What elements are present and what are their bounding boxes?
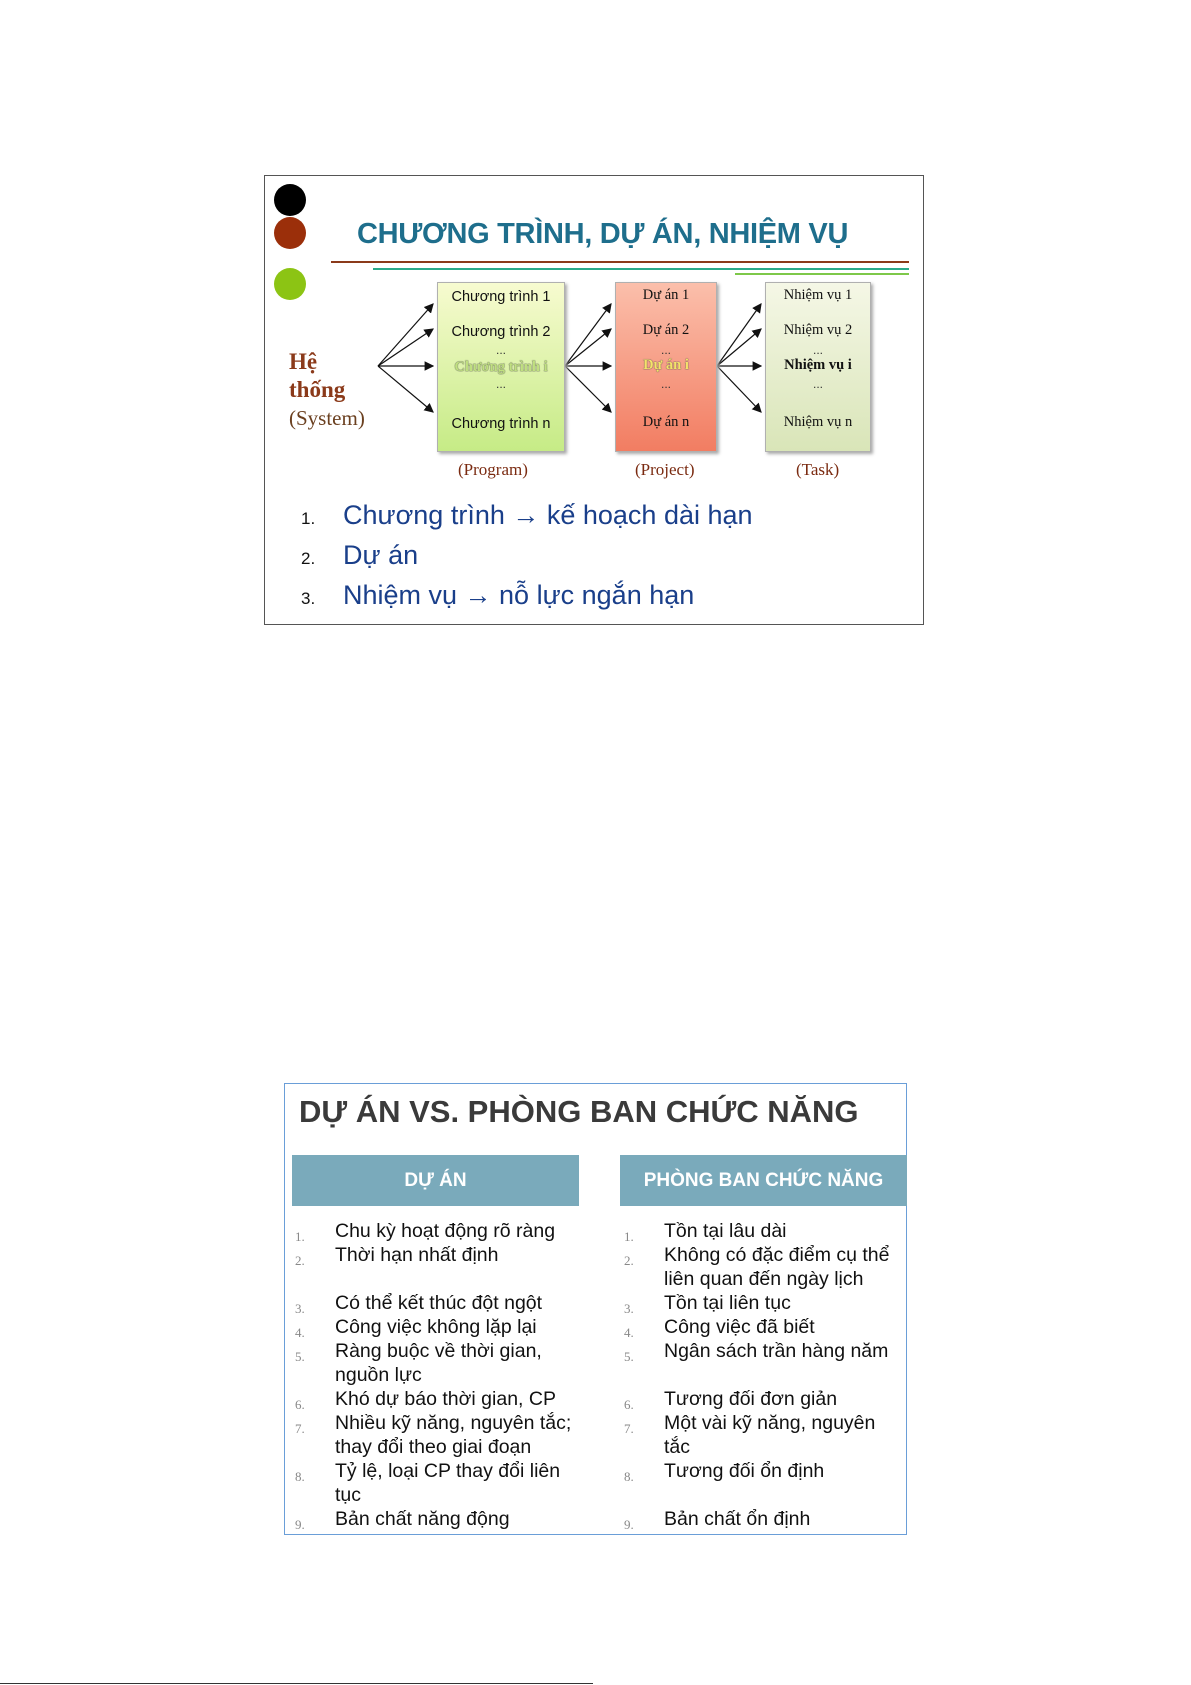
program-ellipsis-1: ... <box>495 343 506 357</box>
slide-title: DỰ ÁN VS. PHÒNG BAN CHỨC NĂNG <box>299 1094 859 1129</box>
left-item-number: 6. <box>295 1397 305 1412</box>
left-item-text: Bản chất năng động <box>335 1508 510 1530</box>
left-item-text: Công việc không lặp lại <box>335 1316 537 1338</box>
project-column-box <box>615 282 717 452</box>
left-item-text: Khó dự báo thời gian, CP <box>335 1388 556 1410</box>
task-ellipsis-2: ... <box>812 377 823 391</box>
project-item-2: Dự án 2 <box>642 322 690 338</box>
task-caption: (Task) <box>796 460 840 479</box>
program-item-i: Chương trình i <box>454 359 548 375</box>
task-item-n: Nhiệm vụ n <box>783 414 853 430</box>
task-item-i: Nhiệm vụ i <box>784 357 852 373</box>
left-item-text: Thời hạn nhất định <box>335 1244 499 1266</box>
right-item-text: Tương đối ổn định <box>664 1460 825 1482</box>
task-column-box <box>765 282 871 452</box>
left-item-number: 3. <box>295 1301 305 1316</box>
slide-programs-projects-tasks <box>264 175 924 625</box>
right-item-number: 7. <box>624 1421 634 1436</box>
right-item-text: Tồn tại lâu dài <box>664 1220 787 1242</box>
right-item-text-continued: liên quan đến ngày lịch <box>664 1268 864 1290</box>
list-item-text: Chương trình → kế hoạch dài hạn <box>343 500 753 530</box>
right-item-text: Tồn tại liên tục <box>664 1292 791 1314</box>
left-item-number: 5. <box>295 1349 305 1364</box>
slide-project-vs-functional-department <box>284 1083 907 1535</box>
left-item-text-continued: nguồn lực <box>335 1364 422 1386</box>
slide-title: CHƯƠNG TRÌNH, DỰ ÁN, NHIỆM VỤ <box>357 218 849 250</box>
right-item-text: Bản chất ổn định <box>664 1508 811 1530</box>
right-item-text: Tương đối đơn giản <box>664 1388 838 1410</box>
right-item-number: 5. <box>624 1349 634 1364</box>
project-item-n: Dự án n <box>642 414 690 430</box>
right-item-number: 8. <box>624 1469 634 1484</box>
left-item-text: Ràng buộc về thời gian, <box>335 1340 542 1362</box>
left-item-number: 1. <box>295 1229 305 1244</box>
system-label-line3: (System) <box>289 406 365 430</box>
arrow-program-to-project-n <box>565 366 611 412</box>
list-item-number: 2. <box>301 549 316 568</box>
left-item-text-continued: tục <box>335 1484 362 1506</box>
arrow-project-to-task-n <box>717 366 761 412</box>
right-item-text: Không có đặc điểm cụ thể <box>664 1244 890 1266</box>
left-item-number: 9. <box>295 1517 305 1532</box>
department-column-header: PHÒNG BAN CHỨC NĂNG <box>620 1155 907 1206</box>
system-label-line1: Hệ <box>289 349 318 374</box>
left-item-text-continued: thay đổi theo giai đoạn <box>335 1436 532 1458</box>
left-item-text: Nhiều kỹ năng, nguyên tắc; <box>335 1412 572 1434</box>
program-item-1: Chương trình 1 <box>451 289 551 305</box>
list-item-number: 3. <box>301 589 316 608</box>
left-item-number: 7. <box>295 1421 305 1436</box>
arrow-system-to-program-n <box>378 366 433 412</box>
right-item-number: 1. <box>624 1229 634 1244</box>
list-item-number: 1. <box>301 509 316 528</box>
project-caption: (Project) <box>635 460 695 479</box>
right-item-text-continued: tắc <box>664 1436 691 1458</box>
left-item-text: Tỷ lệ, loại CP thay đổi liên <box>335 1460 561 1482</box>
left-item-number: 4. <box>295 1325 305 1340</box>
program-caption: (Program) <box>458 460 528 479</box>
right-item-number: 6. <box>624 1397 634 1412</box>
right-item-number: 9. <box>624 1517 634 1532</box>
left-item-number: 2. <box>295 1253 305 1268</box>
project-ellipsis-2: ... <box>660 377 671 391</box>
footnote-separator-line <box>0 1683 593 1684</box>
right-item-text: Công việc đã biết <box>664 1316 815 1338</box>
right-item-text: Một vài kỹ năng, nguyên <box>664 1412 876 1434</box>
right-item-number: 3. <box>624 1301 634 1316</box>
task-ellipsis-1: ... <box>812 343 823 357</box>
program-item-n: Chương trình n <box>451 416 551 432</box>
project-item-i: Dự án i <box>643 357 689 373</box>
list-item-text: Dự án <box>343 540 419 570</box>
program-ellipsis-2: ... <box>495 377 506 391</box>
program-item-2: Chương trình 2 <box>451 324 551 340</box>
right-item-number: 4. <box>624 1325 634 1340</box>
task-item-1: Nhiệm vụ 1 <box>783 287 853 303</box>
left-item-number: 8. <box>295 1469 305 1484</box>
left-item-text: Có thể kết thúc đột ngột <box>335 1292 543 1314</box>
task-item-2: Nhiệm vụ 2 <box>783 322 853 338</box>
project-item-1: Dự án 1 <box>642 287 690 303</box>
project-ellipsis-1: ... <box>660 343 671 357</box>
list-item-text: Nhiệm vụ → nỗ lực ngắn hạn <box>343 580 695 610</box>
right-item-number: 2. <box>624 1253 634 1268</box>
left-item-text: Chu kỳ hoạt động rõ ràng <box>335 1220 556 1242</box>
system-label-line2: thống <box>289 377 346 402</box>
right-item-text: Ngân sách trần hàng năm <box>664 1340 889 1362</box>
program-column-box <box>437 282 565 452</box>
project-column-header: DỰ ÁN <box>292 1155 579 1206</box>
